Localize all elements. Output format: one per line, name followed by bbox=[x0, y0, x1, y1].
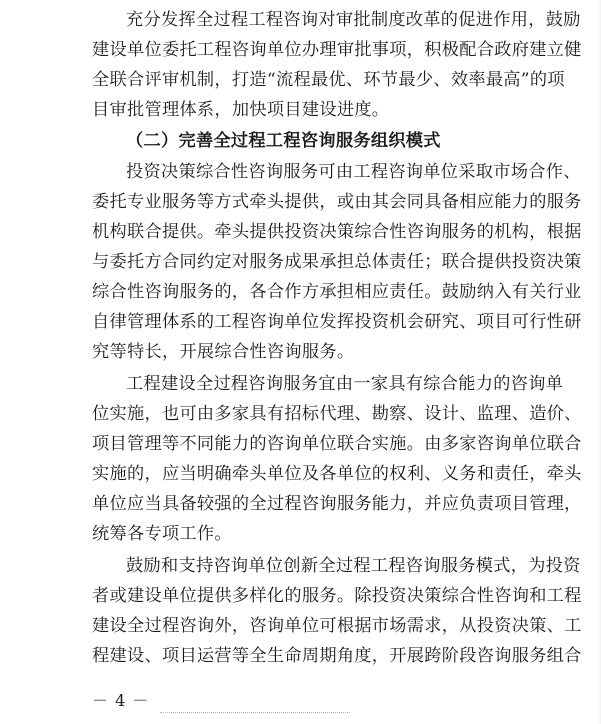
paragraph-line: 实施的，应当明确牵头单位及各单位的权利、义务和责任，牵头 bbox=[92, 464, 582, 484]
paragraph-line: 委托专业服务等方式牵头提供，或由其会同具备相应能力的服务 bbox=[92, 192, 582, 212]
paragraph-line: 全联合评审机制，打造“流程最优、环节最少、效率最高”的项 bbox=[92, 70, 565, 90]
paragraph-line: 鼓励和支持咨询单位创新全过程工程咨询服务模式，为投资 bbox=[126, 556, 581, 576]
paragraph-line: 机构联合提供。牵头提供投资决策综合性咨询服务的机构，根据 bbox=[92, 222, 582, 242]
paragraph-line: 目审批管理体系，加快项目建设进度。 bbox=[92, 100, 390, 120]
paragraph-line: 单位应当具备较强的全过程咨询服务能力，并应负责项目管理， bbox=[92, 494, 582, 514]
paragraph-line: 位实施，也可由多家具有招标代理、勘察、设计、监理、造价、 bbox=[92, 404, 582, 424]
paragraph-line: 者或建设单位提供多样化的服务。除投资决策综合性咨询和工程 bbox=[92, 586, 582, 606]
paragraph-line: 建设全过程咨询外，咨询单位可根据市场需求，从投资决策、工 bbox=[92, 616, 582, 636]
paragraph-line: 究等特长，开展综合性咨询服务。 bbox=[92, 342, 355, 362]
paragraph-line: 投资决策综合性咨询服务可由工程咨询单位采取市场合作、 bbox=[126, 162, 581, 182]
page-number: － 4 － bbox=[92, 691, 150, 710]
paragraph-line: 综合性咨询服务的，各合作方承担相应责任。鼓励纳入有关行业 bbox=[92, 282, 582, 302]
paragraph-line: 自律管理体系的工程咨询单位发挥投资机会研究、项目可行性研 bbox=[92, 312, 582, 332]
paragraph-line: 建设单位委托工程咨询单位办理审批事项，积极配合政府建立健 bbox=[92, 40, 582, 60]
footer-divider bbox=[160, 712, 350, 713]
section-heading: （二）完善全过程工程咨询服务组织模式 bbox=[126, 131, 441, 151]
paragraph-line: 工程建设全过程咨询服务宜由一家具有综合能力的咨询单 bbox=[126, 374, 564, 394]
paragraph-line: 项目管理等不同能力的咨询单位联合实施。由多家咨询单位联合 bbox=[92, 434, 582, 454]
paragraph-line: 统筹各专项工作。 bbox=[92, 524, 232, 544]
paragraph-line: 充分发挥全过程工程咨询对审批制度改革的促进作用，鼓励 bbox=[126, 10, 581, 30]
paragraph-line: 程建设、项目运营等全生命周期角度，开展跨阶段咨询服务组合 bbox=[92, 646, 582, 666]
paragraph-line: 与委托方合同约定对服务成果承担总体责任；联合提供投资决策 bbox=[92, 252, 582, 272]
